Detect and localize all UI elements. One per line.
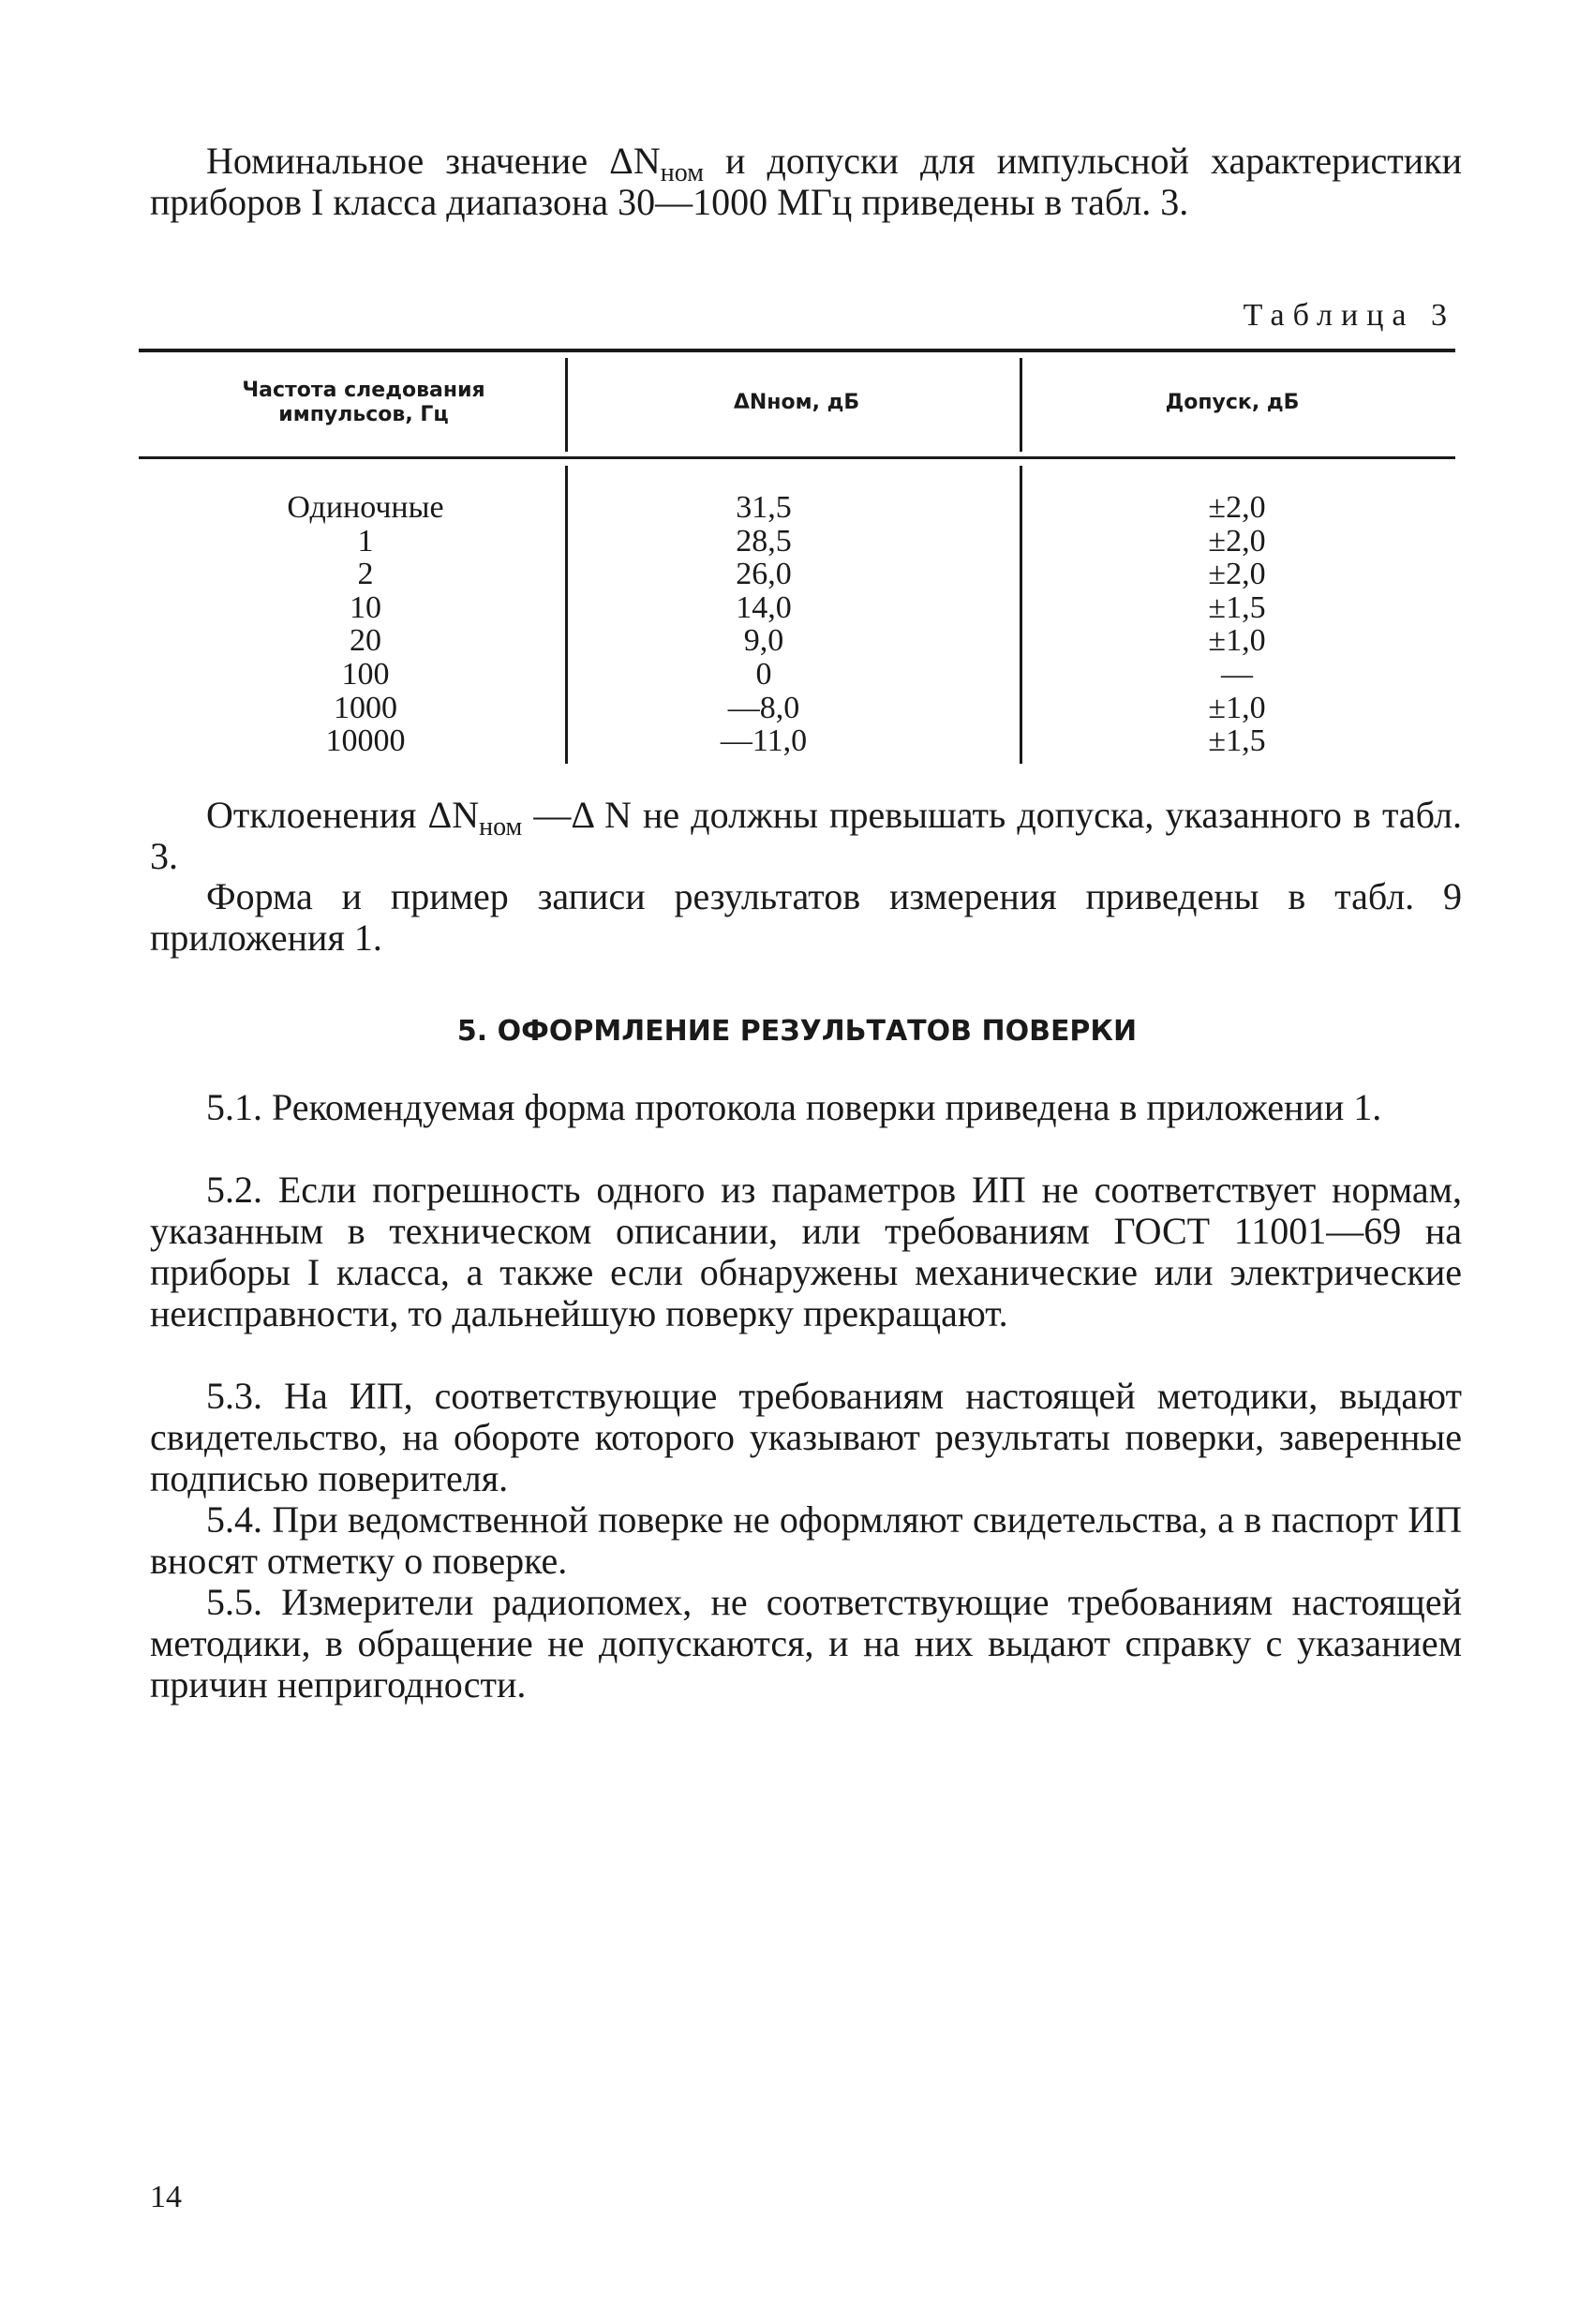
deviation-text-before: Отклоенения ΔN — [206, 794, 480, 836]
table-divider-2 — [1020, 358, 1022, 452]
intro-paragraph — [150, 141, 1462, 223]
cell-tolerance: ±2,0 — [1208, 557, 1266, 592]
cell-delta-n: 9,0 — [743, 623, 784, 659]
table-caption: Таблица 3 — [1243, 298, 1455, 333]
section-item: 5.4. При ведомственной поверке не оформляют свидетельства, а в паспорт ИП вносят отметку о поверке. — [150, 1498, 1462, 1582]
cell-tolerance: ±2,0 — [1208, 490, 1266, 525]
table-top-rule — [139, 349, 1455, 352]
cell-frequency: 10000 — [325, 723, 406, 759]
cell-tolerance: ±1,0 — [1208, 623, 1266, 659]
section-item: 5.5. Измерители радиопомех, не соответствующие требованиям настоящей методики, в обращение не допускаются, и на них выдают справку с указанием причин непригодности. — [150, 1581, 1462, 1706]
page-number: 14 — [150, 2180, 182, 2214]
header-delta-n: ΔNном, дБ — [733, 391, 860, 414]
cell-frequency: 20 — [350, 623, 381, 659]
table-divider-1 — [565, 358, 568, 452]
table-header-rule — [139, 456, 1455, 459]
intro-text-before: Номинальное значение ΔN — [206, 140, 661, 182]
section-title: 5. ОФОРМЛЕНИЕ РЕЗУЛЬТАТОВ ПОВЕРКИ — [456, 1015, 1138, 1048]
cell-delta-n: —11,0 — [720, 723, 808, 759]
cell-tolerance: ±2,0 — [1208, 523, 1266, 559]
cell-delta-n: 26,0 — [736, 557, 792, 592]
cell-delta-n: 0 — [755, 656, 772, 692]
cell-frequency: 1000 — [334, 690, 397, 725]
column-delta-n — [647, 491, 881, 758]
cell-frequency: 10 — [350, 589, 381, 625]
cell-frequency: 2 — [357, 557, 374, 592]
table-divider-3 — [565, 466, 568, 764]
cell-delta-n: —8,0 — [727, 690, 800, 725]
cell-tolerance: ±1,0 — [1208, 690, 1266, 725]
column-frequency — [234, 491, 497, 758]
cell-frequency: 100 — [341, 656, 390, 692]
column-tolerance — [1153, 491, 1321, 758]
intro-subscript: ном — [660, 158, 704, 187]
cell-delta-n: 28,5 — [736, 523, 792, 559]
cell-frequency: 1 — [357, 523, 374, 559]
cell-frequency: Одиночные — [287, 490, 444, 525]
cell-delta-n: 31,5 — [736, 490, 792, 525]
section-item: 5.1. Рекомендуемая форма протокола поверки приведена в приложении 1. — [206, 1086, 1382, 1128]
table-divider-4 — [1020, 466, 1022, 764]
cell-tolerance: ±1,5 — [1208, 589, 1266, 625]
section-item: 5.3. На ИП, соответствующие требованиям настоящей методики, выдают свидетельство, на обороте которого указывают результаты поверки, заверенные подписью поверителя. — [150, 1375, 1462, 1499]
cell-delta-n: 14,0 — [736, 589, 792, 625]
section-item: 5.2. Если погрешность одного из параметров ИП не соответствует нормам, указанным в техническом описании, или требованиям ГОСТ 11001—69 на приборы I класса, а также если обнаружены механические или электрические неисправности, то дальнейшую поверку прекращают. — [150, 1169, 1462, 1334]
intro-text-after: и допуски для импульсной характеристики приборов I класса диапазона 30—1000 МГц приведены в табл. 3. — [150, 140, 1462, 223]
header-frequency: Частота следования импульсов, Гц — [242, 379, 485, 426]
cell-tolerance: ±1,5 — [1208, 723, 1266, 759]
cell-tolerance: — — [1221, 656, 1253, 692]
header-tolerance: Допуск, дБ — [1165, 391, 1300, 414]
form-note: Форма и пример записи результатов измерения приведены в табл. 9 приложения 1. — [150, 875, 1462, 959]
deviation-text-after: —Δ N не должны превышать допуска, указанного в табл. 3. — [150, 794, 1463, 877]
deviation-paragraph — [150, 795, 1462, 877]
deviation-subscript: ном — [479, 812, 523, 842]
